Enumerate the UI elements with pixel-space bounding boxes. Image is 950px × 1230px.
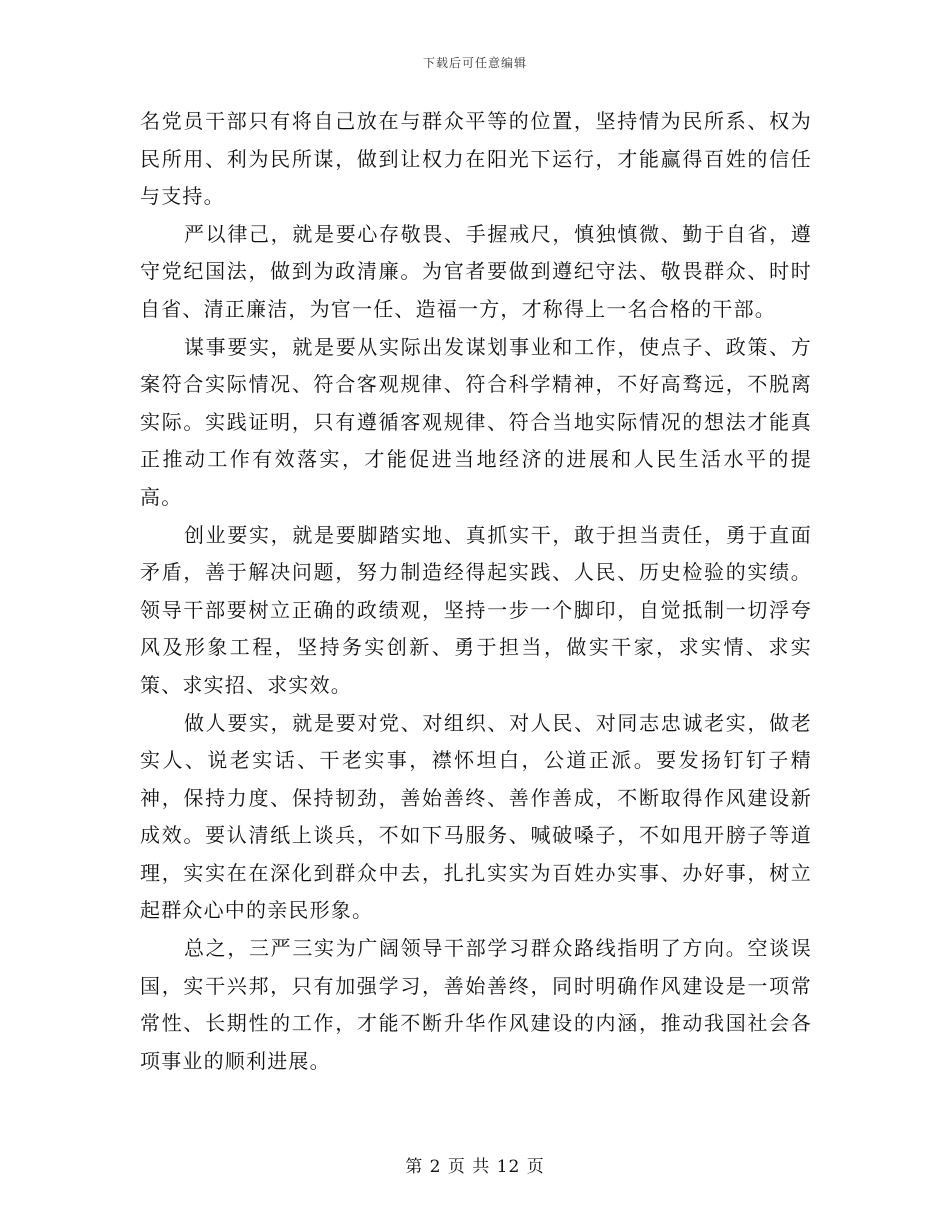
paragraph-continuation: 名党员干部只有将自己放在与群众平等的位置，坚持情为民所系、权为民所用、利为民所谋，做到让权力在阳光下运行，才能赢得百姓的信任与支持。 xyxy=(140,109,812,209)
page-number-footer: 第 2 页 共 12 页 xyxy=(405,1157,545,1177)
paragraph-practical-conduct: 做人要实，就是要对党、对组织、对人民、对同志忠诚老实，做老实人、说老实话、干老实事，襟怀坦白，公道正派。要发扬钉钉子精神，保持力度、保持韧劲，善始善终、善作善成，不断取得作风建设新成效。要认清纸上谈兵，不如下马服务、喊破嗓子，不如甩开膀子等道理，实实在在深化到群众中去，扎扎实实为百姓办实事、办好事，树立起群众心中的亲民形象。 xyxy=(140,710,812,923)
paragraph-practical-undertaking: 创业要实，就是要脚踏实地、真抓实干，敢于担当责任，勇于直面矛盾，善于解决问题，努力制造经得起实践、人民、历史检验的实绩。领导干部要树立正确的政绩观，坚持一步一个脚印，自觉抵制一切浮夸风及形象工程，坚持务实创新、勇于担当，做实干家，求实情、求实策、求实招、求实效。 xyxy=(140,522,812,697)
paragraph-conclusion: 总之，三严三实为广阔领导干部学习群众路线指明了方向。空谈误国，实干兴邦，只有加强学习，善始善终，同时明确作风建设是一项常常性、长期性的工作，才能不断升华作风建设的内涵，推动我国社会各项事业的顺利进展。 xyxy=(140,936,812,1073)
document-body xyxy=(140,103,812,1080)
paragraph-strict-self-discipline: 严以律己，就是要心存敬畏、手握戒尺，慎独慎微、勤于自省，遵守党纪国法，做到为政清廉。为官者要做到遵纪守法、敬畏群众、时时自省、清正廉洁，为官一任、造福一方，才称得上一名合格的干部。 xyxy=(140,221,812,321)
header-note: 下载后可任意编辑 xyxy=(422,56,527,70)
paragraph-practical-planning: 谋事要实，就是要从实际出发谋划事业和工作，使点子、政策、方案符合实际情况、符合客观规律、符合科学精神，不好高骛远，不脱离实际。实践证明，只有遵循客观规律、符合当地实际情况的想法才能真正推动工作有效落实，才能促进当地经济的进展和人民生活水平的提高。 xyxy=(140,334,812,509)
